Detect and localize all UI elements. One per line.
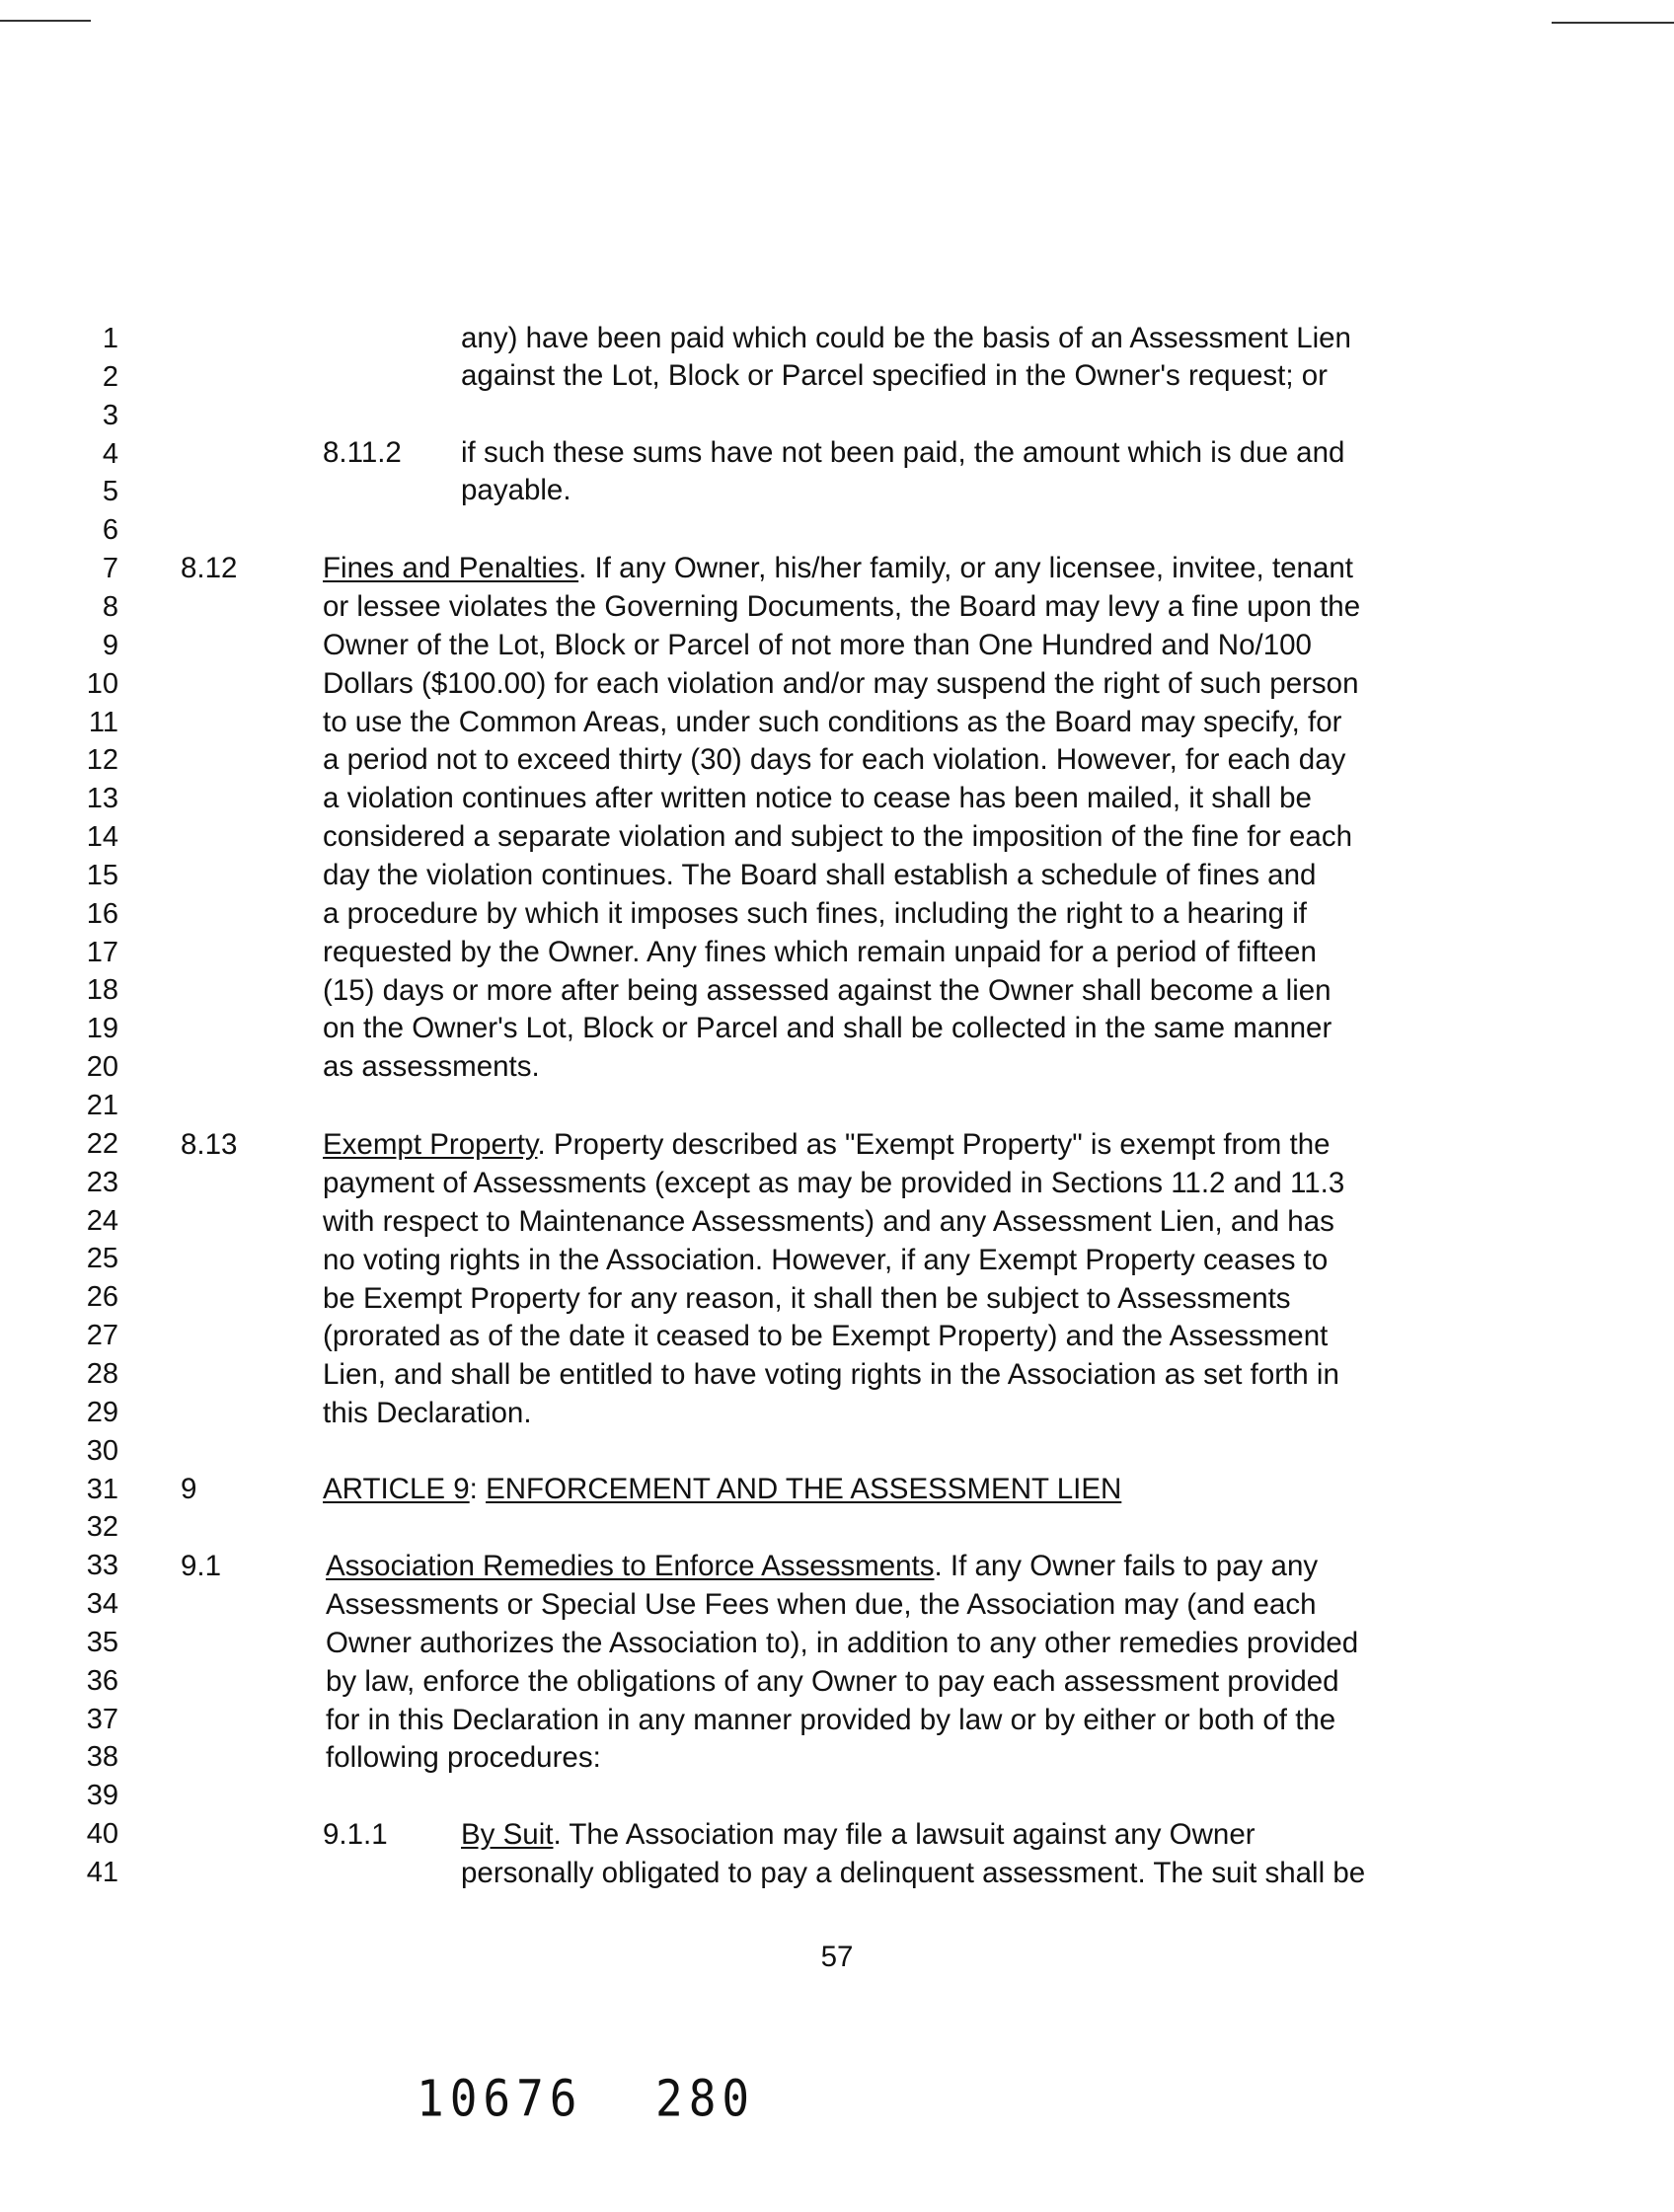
line-number: 1 [102, 323, 118, 354]
line-number: 6 [102, 514, 118, 547]
paragraph-line [326, 1548, 1318, 1585]
paragraph-line [323, 1126, 1331, 1164]
line-number: 21 [86, 1090, 118, 1121]
paragraph-line: considered a separate violation and subject to the imposition of the fine for each [323, 820, 1352, 854]
line-number: 27 [86, 1320, 118, 1352]
paragraph-line: if such these sums have not been paid, the amount which is due and [461, 436, 1345, 469]
paragraph-line: to use the Common Areas, under such conditions as the Board may specify, for [323, 705, 1342, 738]
paragraph-line: personally obligated to pay a delinquent assessment. The suit shall be [461, 1857, 1366, 1889]
line-number: 16 [86, 897, 118, 930]
article-colon: : [469, 1473, 487, 1505]
paragraph-line: day the violation continues. The Board shall establish a schedule of fines and [323, 858, 1317, 891]
paragraph-line: for in this Declaration in any manner provided by law or by either or both of the [326, 1703, 1336, 1736]
paragraph-line: be Exempt Property for any reason, it shall then be subject to Assessments [323, 1281, 1291, 1315]
section-heading-fines-and-penalties: Fines and Penalties [323, 552, 579, 584]
section-number-9-1: 9.1 [181, 1550, 222, 1582]
paragraph-line: Owner authorizes the Association to), in addition to any other remedies provided [326, 1626, 1359, 1659]
heading-trailing-text: . If any Owner fails to pay any [934, 1550, 1319, 1582]
paragraph-line: Dollars ($100.00) for each violation and/or may suspend the right of such person [323, 666, 1359, 700]
paragraph-line: payable. [461, 474, 571, 506]
recording-stamp-page: 280 [655, 2069, 756, 2128]
line-number: 18 [86, 974, 118, 1007]
article-number-9: 9 [181, 1473, 197, 1505]
paragraph-line: requested by the Owner. Any fines which remain unpaid for a period of fifteen [323, 935, 1317, 968]
heading-trailing-text: . The Association may file a lawsuit against any Owner [553, 1818, 1256, 1851]
line-number: 13 [86, 783, 118, 815]
line-number: 25 [86, 1243, 118, 1275]
line-number: 14 [86, 821, 118, 854]
section-number-9-1-1: 9.1.1 [323, 1818, 388, 1851]
line-number: 11 [88, 706, 118, 738]
line-number: 35 [86, 1626, 118, 1658]
line-number: 17 [86, 936, 118, 968]
paragraph-line: a violation continues after written notice to cease has been mailed, it shall be [323, 782, 1312, 815]
line-number: 22 [86, 1127, 118, 1160]
line-number: 28 [86, 1357, 118, 1390]
line-number: 10 [86, 667, 118, 700]
paragraph-line: a period not to exceed thirty (30) days for each violation. However, for each day [323, 743, 1346, 777]
line-number: 26 [86, 1281, 118, 1314]
paragraph-line [323, 550, 1353, 587]
line-number: 36 [86, 1664, 118, 1697]
line-number: 29 [86, 1396, 118, 1428]
line-number: 19 [86, 1013, 118, 1045]
paragraph-line: this Declaration. [323, 1397, 532, 1430]
line-number: 3 [102, 399, 118, 431]
paragraph-line: with respect to Maintenance Assessments) and any Assessment Lien, and has [323, 1204, 1334, 1238]
heading-trailing-text: . Property described as "Exempt Property" is exempt from the [537, 1128, 1331, 1161]
line-number: 24 [86, 1204, 118, 1237]
line-number: 30 [86, 1434, 118, 1467]
paragraph-line: any) have been paid which could be the basis of an Assessment Lien [461, 322, 1351, 354]
line-number: 33 [86, 1550, 118, 1582]
section-heading-by-suit: By Suit [461, 1818, 554, 1851]
paragraph-line: (15) days or more after being assessed against the Owner shall become a lien [323, 973, 1332, 1007]
article-title: ENFORCEMENT AND THE ASSESSMENT LIEN [486, 1473, 1122, 1505]
line-number: 20 [86, 1051, 118, 1084]
line-number: 15 [86, 859, 118, 891]
page-number: 57 [820, 1941, 854, 1973]
paragraph-line: by law, enforce the obligations of any Owner to pay each assessment provided [326, 1664, 1339, 1698]
paragraph-line: Owner of the Lot, Block or Parcel of not more than One Hundred and No/100 [323, 628, 1312, 661]
line-number: 32 [86, 1511, 118, 1544]
paragraph-line: a procedure by which it imposes such fines, including the right to a hearing if [323, 896, 1307, 930]
paragraph-line: no voting rights in the Association. However, if any Exempt Property ceases to [323, 1243, 1329, 1276]
line-number: 38 [86, 1741, 118, 1774]
heading-trailing-text: . If any Owner, his/her family, or any licensee, invitee, tenant [578, 552, 1353, 584]
line-number: 37 [86, 1703, 118, 1735]
line-number: 5 [102, 476, 118, 508]
article-label: ARTICLE 9 [323, 1473, 470, 1505]
paragraph-line [461, 1816, 1256, 1854]
section-heading-exempt-property: Exempt Property [323, 1128, 538, 1161]
line-number: 9 [102, 629, 118, 661]
line-number: 8 [102, 590, 118, 623]
recording-stamp-book: 10676 [417, 2069, 583, 2128]
paragraph-line: as assessments. [323, 1050, 540, 1084]
line-number: 31 [86, 1473, 118, 1505]
line-number: 4 [102, 437, 118, 470]
paragraph-line: (prorated as of the date it ceased to be Exempt Property) and the Assessment [323, 1320, 1329, 1353]
section-heading-association-remedies: Association Remedies to Enforce Assessments [326, 1550, 935, 1582]
line-number: 40 [86, 1818, 118, 1851]
paragraph-line: against the Lot, Block or Parcel specified in the Owner's request; or [461, 359, 1328, 392]
paragraph-line: Assessments or Special Use Fees when due, the Association may (and each [326, 1588, 1317, 1621]
article-heading [323, 1471, 1121, 1508]
paragraph-line: payment of Assessments (except as may be provided in Sections 11.2 and 11.3 [323, 1167, 1345, 1199]
section-number-8-11-2: 8.11.2 [323, 436, 402, 469]
section-number-8-13: 8.13 [181, 1128, 238, 1161]
section-number-8-12: 8.12 [181, 552, 238, 584]
paragraph-line: on the Owner's Lot, Block or Parcel and shall be collected in the same manner [323, 1012, 1332, 1045]
line-number: 2 [102, 360, 118, 393]
paragraph-line: or lessee violates the Governing Documents, the Board may levy a fine upon the [323, 590, 1361, 623]
paragraph-line: following procedures: [326, 1741, 601, 1775]
top-right-rule [1552, 22, 1674, 24]
line-number: 34 [86, 1588, 118, 1621]
top-left-rule [0, 20, 91, 22]
line-number: 39 [86, 1780, 118, 1812]
line-number: 23 [86, 1166, 118, 1198]
paragraph-line: Lien, and shall be entitled to have voting rights in the Association as set forth in [323, 1358, 1339, 1392]
line-number: 41 [86, 1857, 118, 1888]
line-number: 12 [86, 744, 118, 777]
line-number: 7 [102, 553, 118, 585]
